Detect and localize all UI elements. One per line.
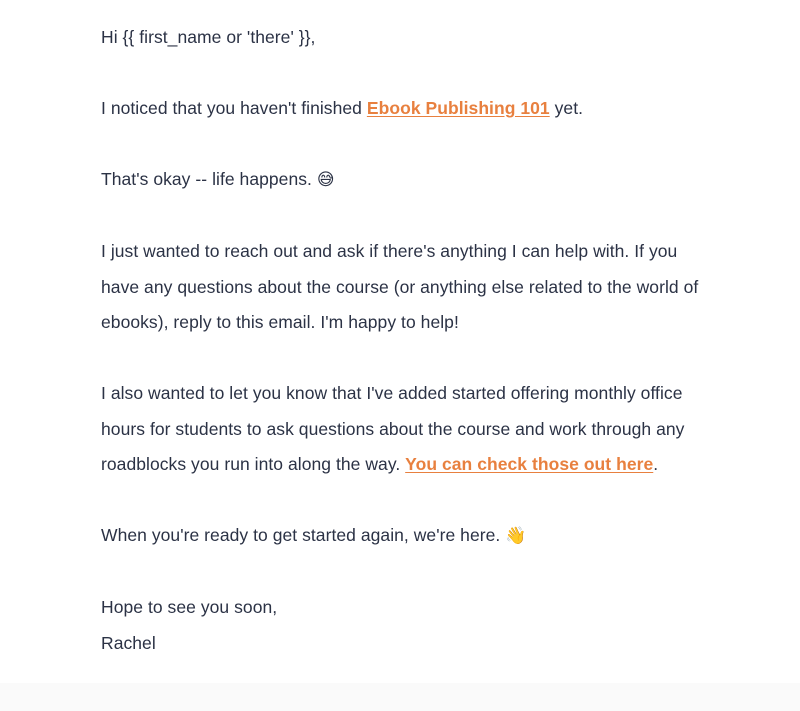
email-body (101, 20, 711, 661)
ready-paragraph (101, 518, 711, 555)
course-link[interactable]: Ebook Publishing 101 (366, 98, 550, 118)
help-offer-paragraph: I just wanted to reach out and ask if there's anything I can help with. If you have any questions about the course (or anything else related to the world of ebooks), reply to this email. I'm happy to help! (101, 241, 699, 332)
para1-suffix: yet. (549, 98, 584, 118)
signoff: Hope to see you soon, (101, 597, 278, 617)
sweat-smile-icon: 😅 (316, 170, 335, 190)
bottom-fade (0, 683, 800, 711)
office-hours-link[interactable]: You can check those out here (405, 454, 654, 474)
para1-text: I noticed that you haven't finished (101, 98, 367, 118)
waving-hand-icon: 👋 (505, 526, 527, 546)
para4-suffix: . (653, 454, 659, 474)
para2-text: That's okay -- life happens. (101, 169, 317, 189)
para5-text: When you're ready to get started again, we're here. (101, 525, 506, 545)
office-hours-paragraph (101, 376, 711, 483)
greeting: Hi {{ first_name or 'there' }}, (101, 27, 316, 47)
course-progress-paragraph (101, 91, 711, 127)
life-happens-paragraph (101, 162, 711, 199)
para4-text: I also wanted to let you know that I've added started offering monthly office hours for students to ask questions about the course and work through any roadblocks you run into along the way. (101, 383, 685, 474)
signature: Rachel (101, 632, 156, 653)
